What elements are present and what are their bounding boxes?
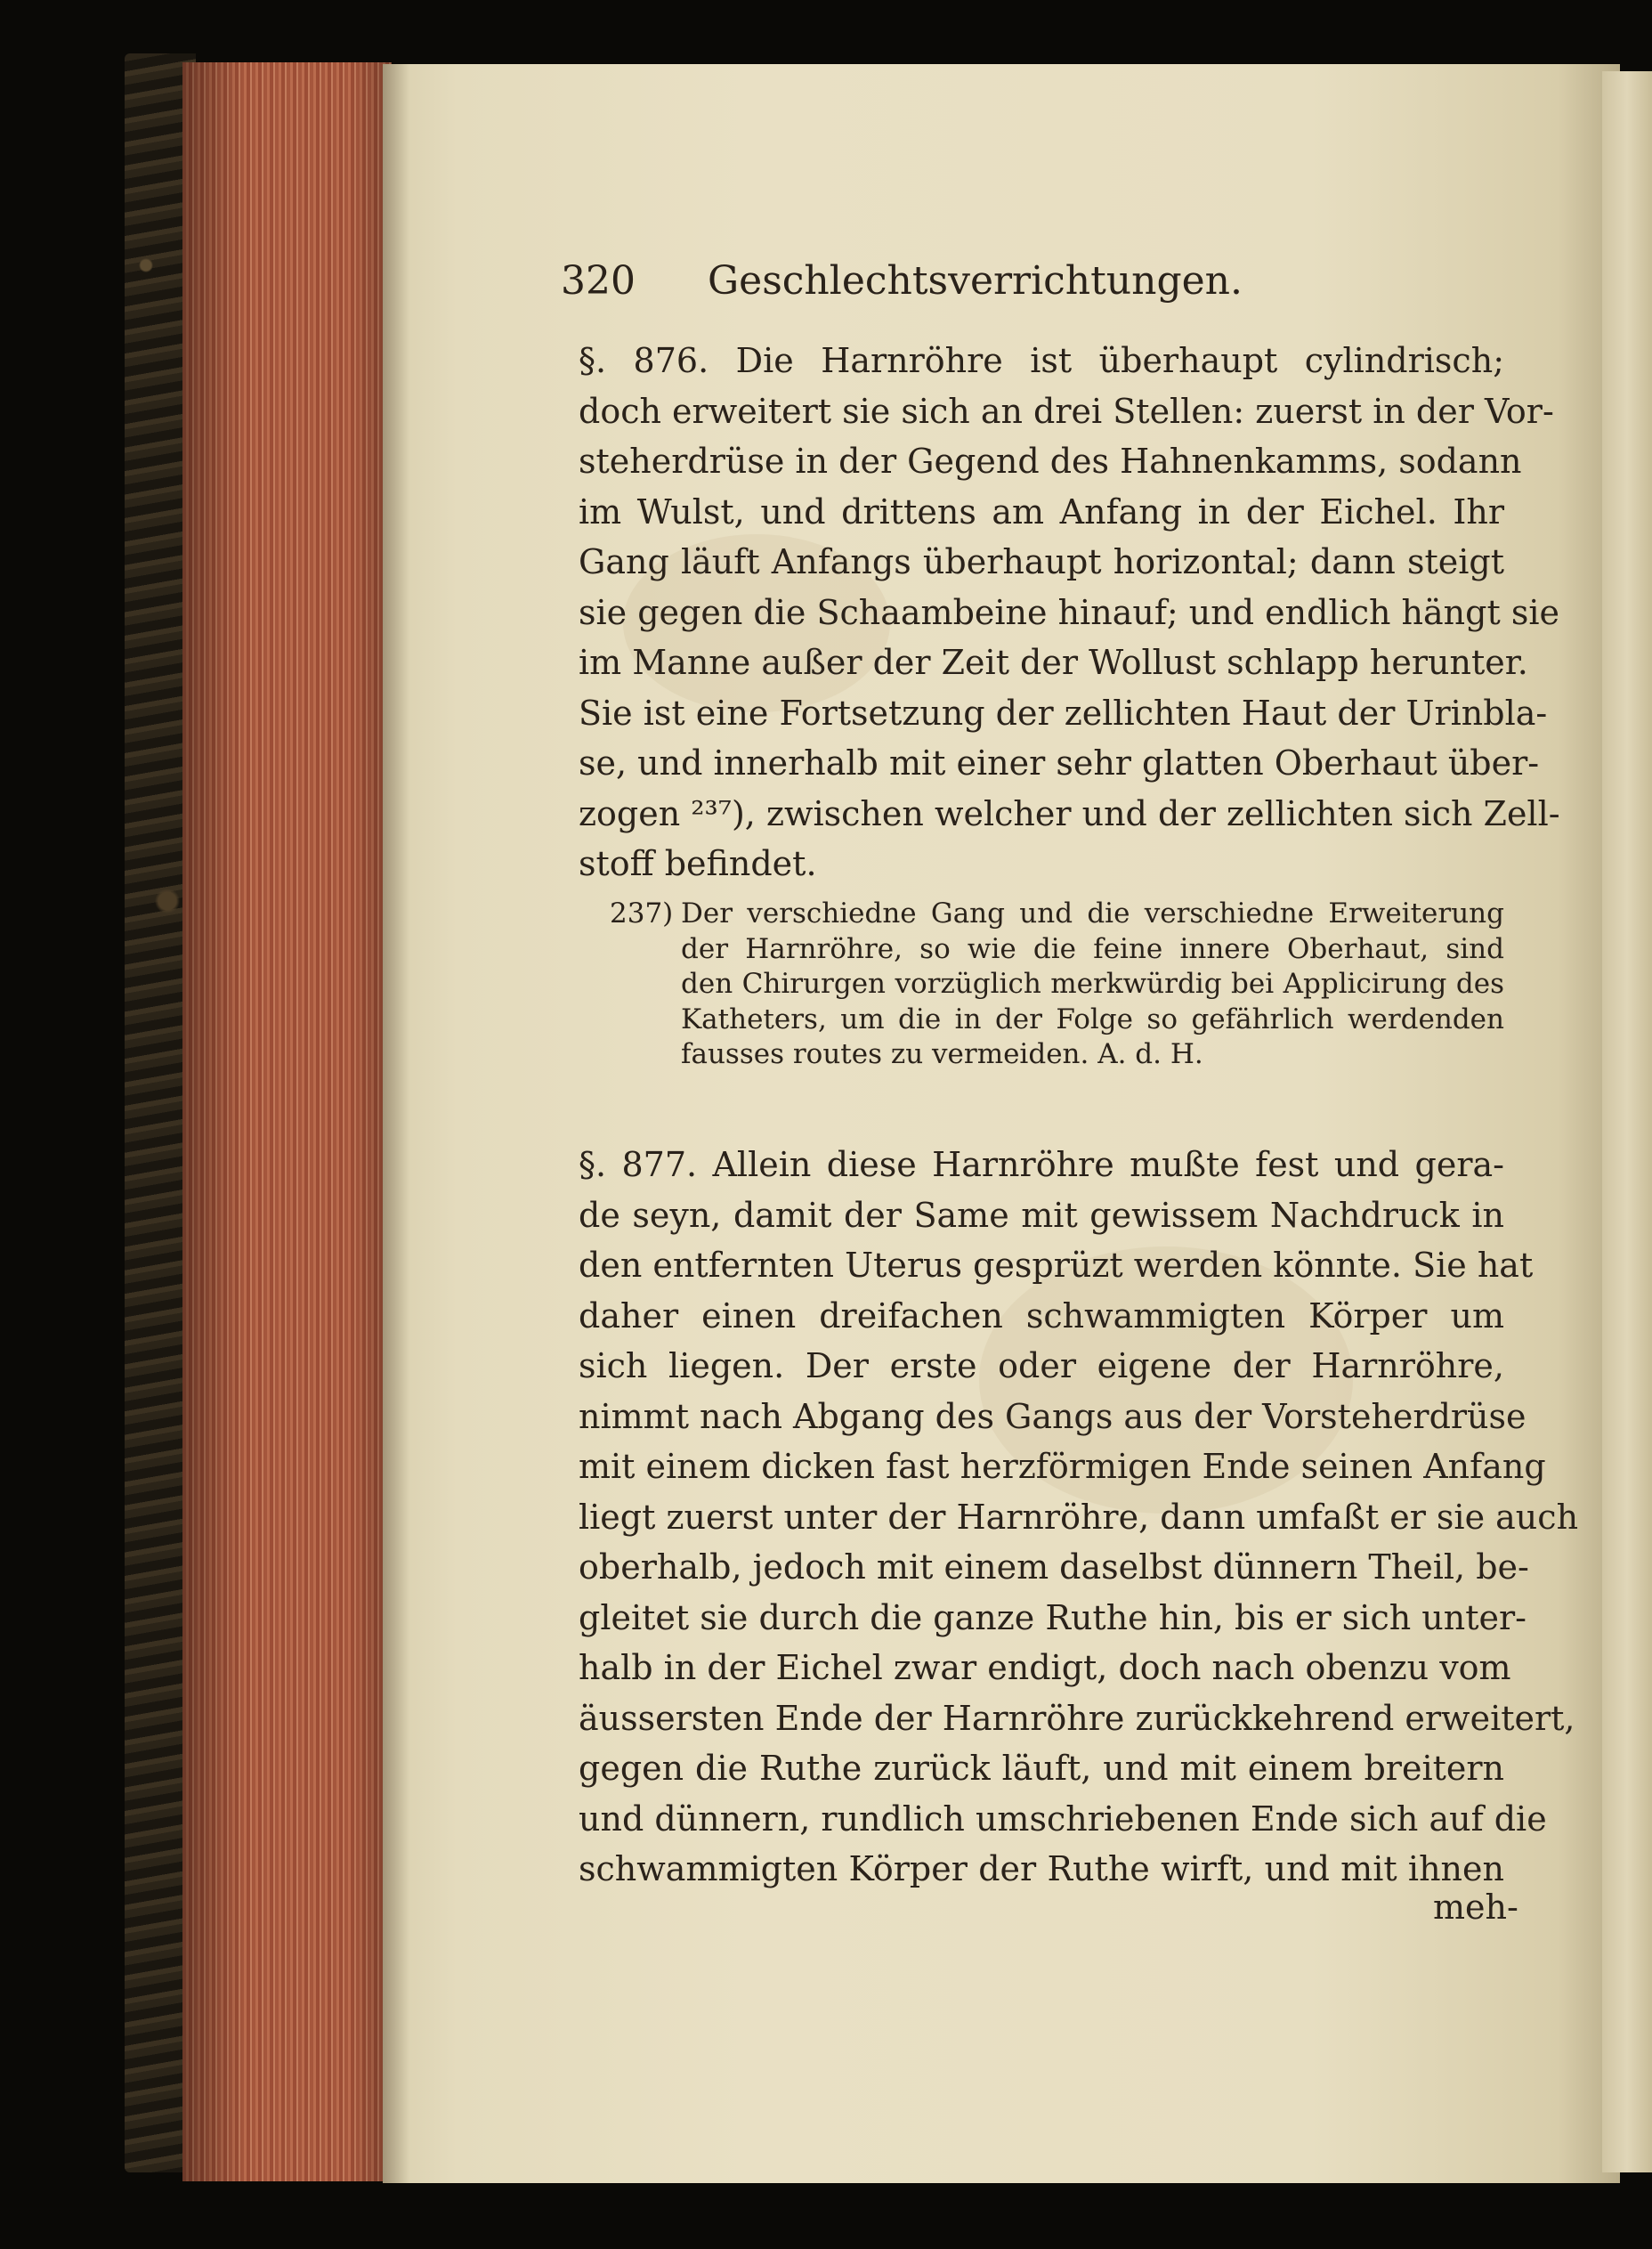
text-line: sie gegen die Schaambeine hinauf; und endlich hängt sie bbox=[579, 592, 1559, 632]
footnote-line: Der verschiedne Gang und die verschiedne Erweiterung bbox=[681, 897, 1504, 930]
text-line: de seyn, damit der Same mit gewissem Nachdruck in bbox=[579, 1195, 1504, 1235]
text-line: daher einen dreifachen schwammigten Körper um bbox=[579, 1295, 1504, 1336]
running-title: Geschlechtsverrichtungen. bbox=[708, 258, 1243, 304]
text-line: sich liegen. Der erste oder eigene der Harnröhre, bbox=[579, 1346, 1504, 1385]
footnote-237 bbox=[610, 897, 1504, 1073]
paragraph-877 bbox=[579, 1140, 1579, 1895]
text-line: gegen die Ruthe zurück läuft, und mit einem breitern bbox=[579, 1749, 1504, 1788]
page-number: 320 bbox=[561, 258, 636, 304]
text-line: halb in der Eichel zwar endigt, doch nach obenzu vom bbox=[579, 1648, 1511, 1687]
text-line: schwammigten Körper der Ruthe wirft, und mit ihnen bbox=[579, 1849, 1504, 1888]
facing-page-edge bbox=[1602, 71, 1652, 2172]
text-line: steherdrüse in der Gegend des Hahnenkamms, sodann bbox=[579, 442, 1522, 481]
footnote-marker: 237) bbox=[610, 897, 674, 930]
text-line: nimmt nach Abgang des Gangs aus der Vorsteherdrüse bbox=[579, 1396, 1526, 1436]
footnote-line: fausses routes zu vermeiden. A. d. H. bbox=[681, 1038, 1203, 1070]
text-line: doch erweitert sie sich an drei Stellen: zuerst in der Vor- bbox=[579, 391, 1554, 431]
text-line: Gang läuft Anfangs überhaupt horizontal; dann steigt bbox=[579, 542, 1504, 581]
footnote-line: Katheters, um die in der Folge so gefährlich werdenden bbox=[681, 1003, 1504, 1035]
text-line: Sie ist eine Fortsetzung der zellichten Haut der Urinbla- bbox=[579, 693, 1548, 733]
text-line: den entfernten Uterus gesprüzt werden könnte. Sie hat bbox=[579, 1246, 1534, 1285]
text-line: mit einem dicken fast herzförmigen Ende seinen Anfang bbox=[579, 1447, 1546, 1486]
text-line: liegt zuerst unter der Harnröhre, dann umfaßt er sie auch bbox=[579, 1497, 1579, 1537]
footnote-line: den Chirurgen vorzüglich merkwürdig bei Applicirung des bbox=[681, 968, 1504, 1000]
text-line: im Wulst, und drittens am Anfang in der Eichel. Ihr bbox=[579, 491, 1504, 532]
text-line: oberhalb, jedoch mit einem daselbst dünnern Theil, be- bbox=[579, 1547, 1529, 1587]
text-line: und dünnern, rundlich umschriebenen Ende sich auf die bbox=[579, 1798, 1547, 1839]
text-line: zogen ²³⁷), zwischen welcher und der zellichten sich Zell- bbox=[579, 793, 1560, 833]
text-line: §. 877. Allein diese Harnröhre mußte fest und gera- bbox=[579, 1145, 1504, 1184]
text-line: äussersten Ende der Harnröhre zurückkehrend erweitert, bbox=[579, 1698, 1575, 1738]
text-line: stoff befindet. bbox=[579, 844, 817, 883]
text-line: gleitet sie durch die ganze Ruthe hin, bis er sich unter- bbox=[579, 1597, 1526, 1637]
paragraph-876 bbox=[579, 336, 1560, 889]
text-line: §. 876. Die Harnröhre ist überhaupt cylindrisch; bbox=[579, 341, 1504, 380]
footnote-line: der Harnröhre, so wie die feine innere Oberhaut, sind bbox=[681, 932, 1504, 965]
catchword: meh- bbox=[1433, 1888, 1518, 1927]
running-head bbox=[561, 258, 1273, 312]
text-line: im Manne außer der Zeit der Wollust schlapp herunter. bbox=[579, 643, 1528, 682]
text-line: se, und innerhalb mit einer sehr glatten Oberhaut über- bbox=[579, 743, 1540, 783]
